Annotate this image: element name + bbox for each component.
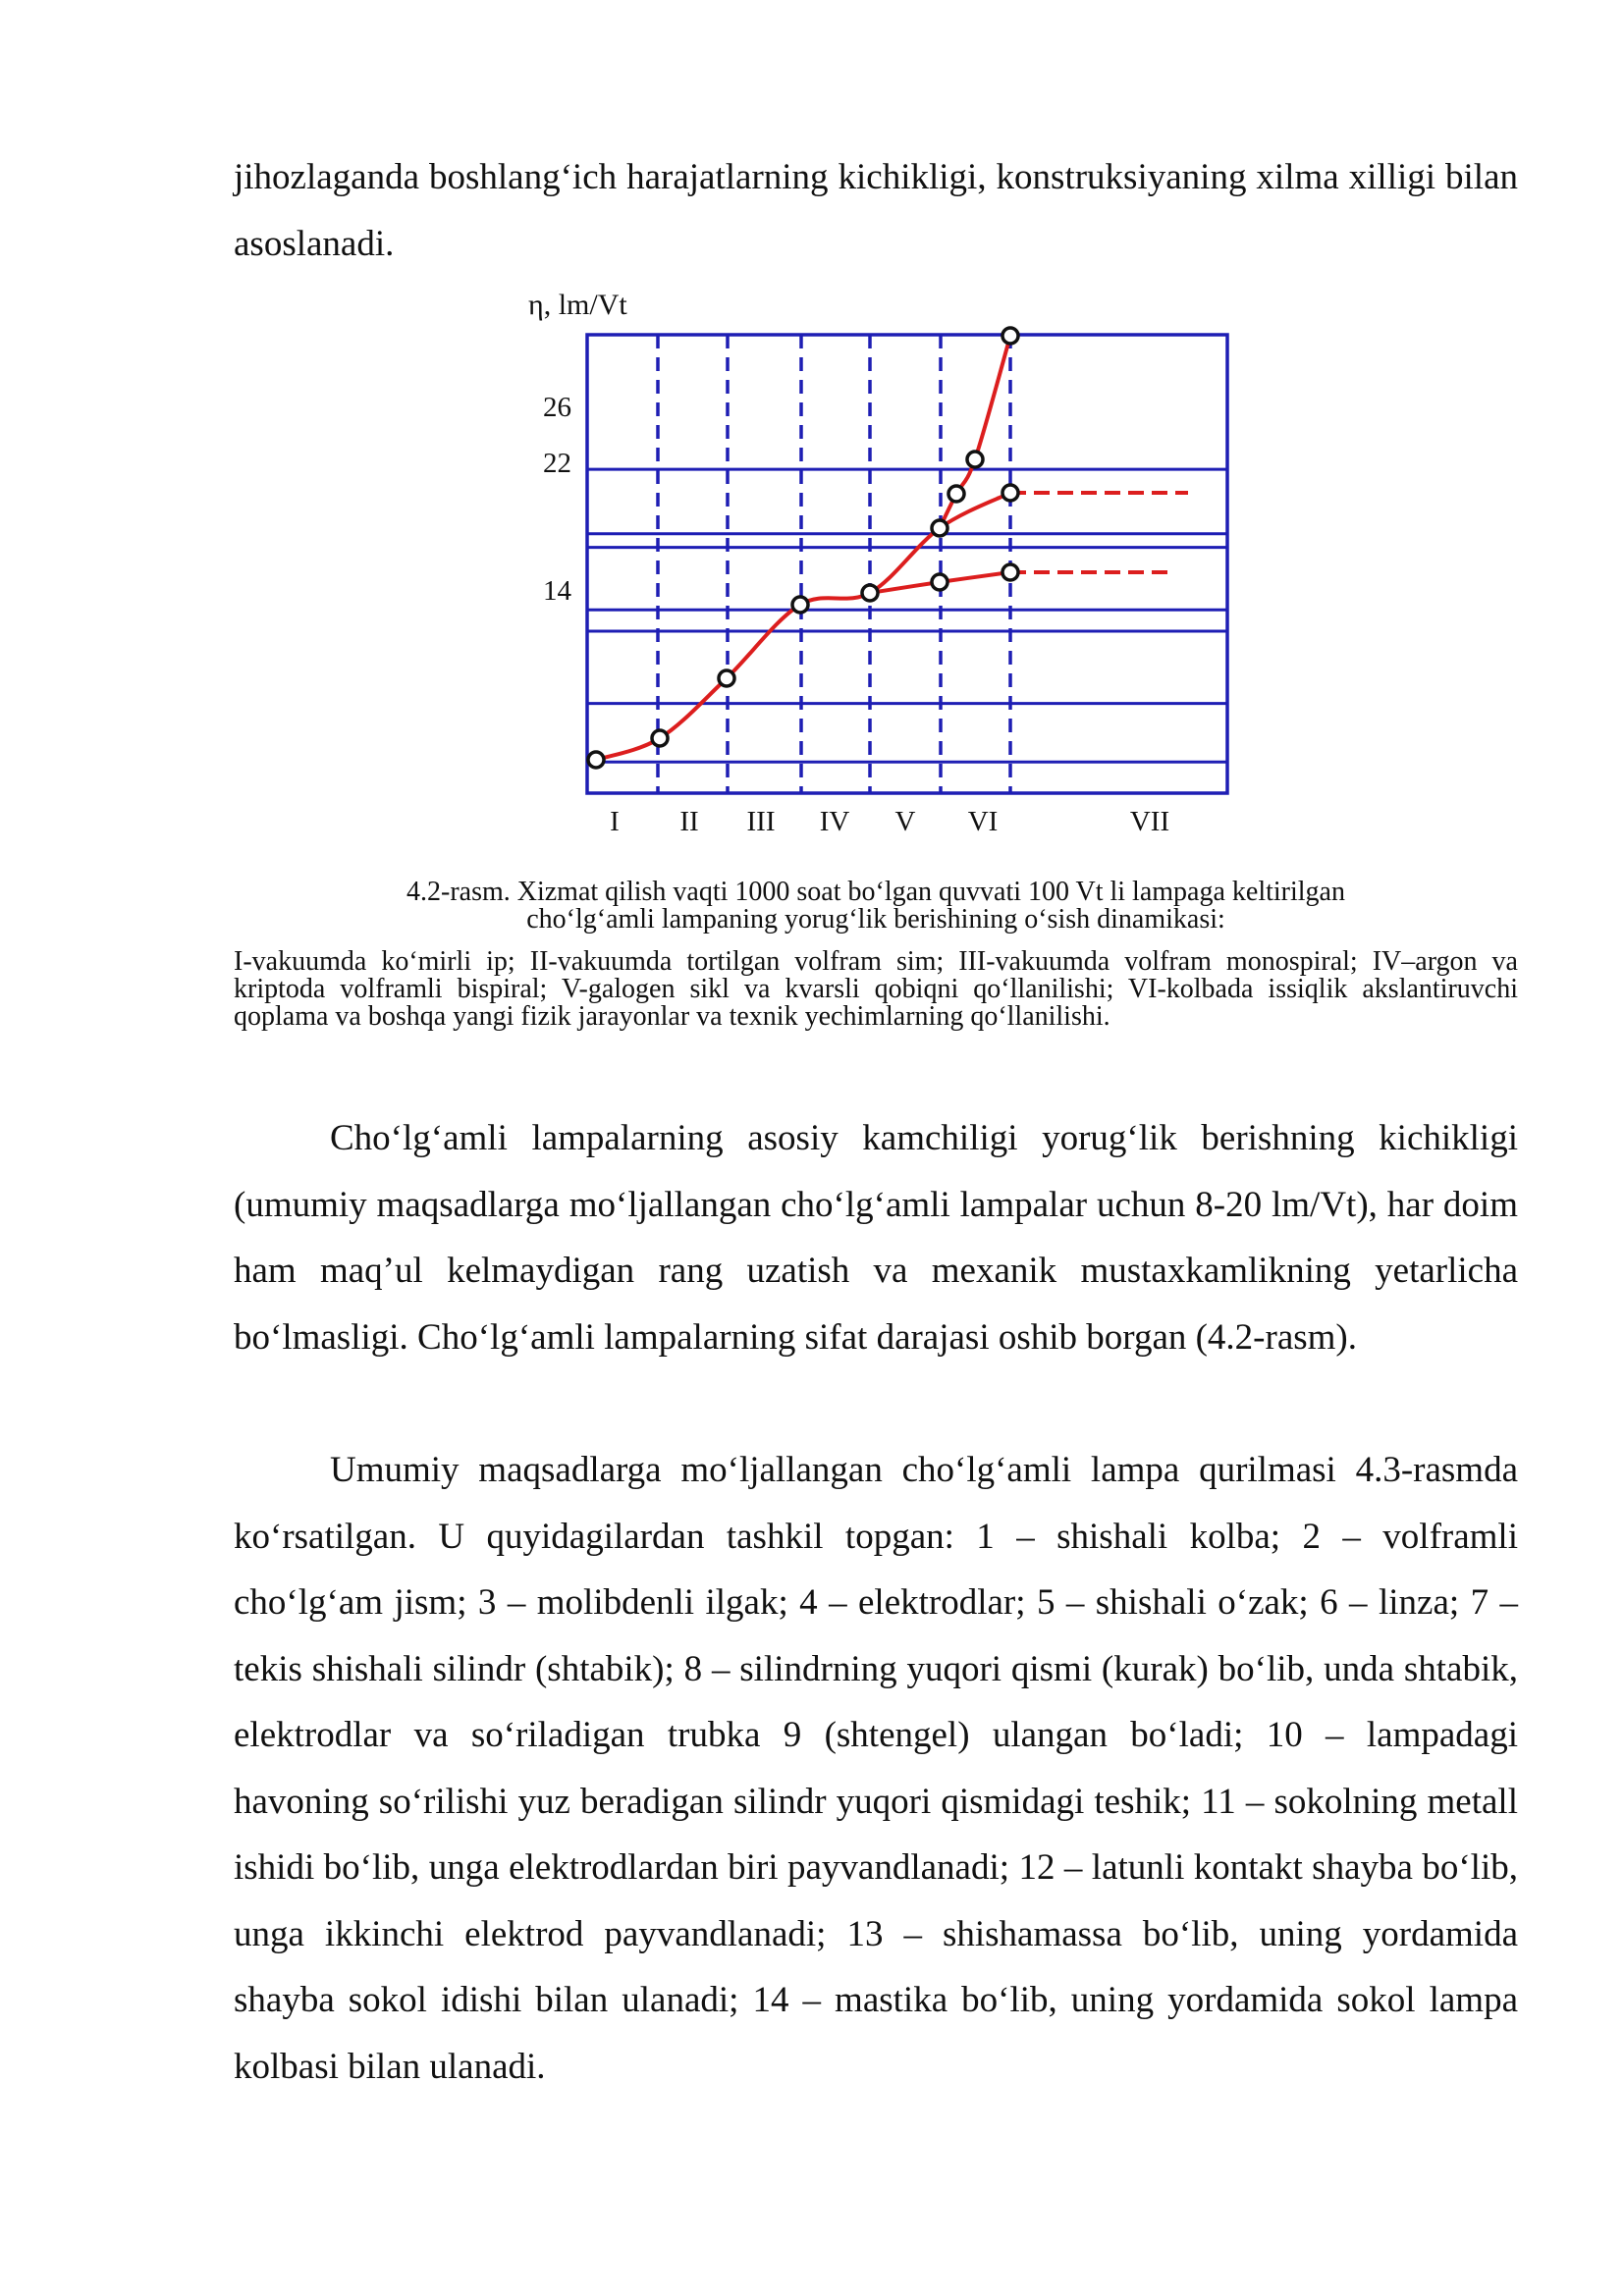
- paragraph-lamp-structure: Umumiy maqsadlarga mo‘ljallangan cho‘lg‘amli lampa qurilmasi 4.3-rasmda ko‘rsatilgan. U quyidagilardan tashkil topgan: 1 – shishali kolba; 2 – volframli cho‘lg‘am jism; 3 – molibdenli ilgak; 4 – elektrodlar; 5 – shishali o‘zak; 6 – linza; 7 – tekis shishali silindr (shtabik); 8 – silindrning yuqori qismi (kurak) bo‘lib, unda shtabik, elektrodlar va so‘riladigan trubka 9 (shtengel) ulangan bo‘ladi; 10 – lampadagi havoning so‘rilishi yuz beradigan silindr yuqori qismidagi teshik; 11 – sokolning metall ishidi bo‘lib, unga elektrodlardan biri payvandlanadi; 12 – latunli kontakt shayba bo‘lib, unga ikkinchi elektrod payvandlanadi; 13 – shishamassa bo‘lib, uning yordamida shayba sokol idishi bilan ulanadi; 14 – mastika bo‘lib, uning yordamida sokol lampa kolbasi bilan ulanadi.: [234, 1450, 1518, 2087]
- data-point: [719, 670, 734, 686]
- data-point: [932, 574, 947, 590]
- x-tick-label: III: [746, 806, 776, 837]
- plot-frame: [587, 335, 1227, 793]
- chart-grid: [587, 335, 1227, 793]
- y-tick-label: 14: [543, 575, 571, 607]
- data-point: [967, 452, 983, 467]
- data-point: [862, 585, 878, 601]
- y-tick-label: 26: [543, 392, 571, 423]
- x-tick-label: IV: [819, 806, 850, 837]
- data-point: [792, 597, 808, 613]
- y-tick-label: 22: [543, 448, 571, 479]
- data-point: [948, 486, 964, 502]
- data-point: [1002, 328, 1018, 344]
- x-tick-label: VII: [1129, 806, 1170, 837]
- data-point: [1002, 564, 1018, 580]
- data-point: [588, 752, 604, 768]
- intro-paragraph: jihozlaganda boshlang‘ich harajatlarning kichikligi, konstruksiyaning xilma xilligi bilan asoslanadi.: [234, 157, 1518, 264]
- yield-growth-chart: [0, 0, 1624, 864]
- x-tick-label: V: [894, 806, 916, 837]
- x-tick-labels: [610, 806, 1169, 837]
- data-point: [932, 520, 947, 536]
- paragraph-drawbacks: Cho‘lg‘amli lampalarning asosiy kamchiligi yorug‘lik berishning kichikligi (umumiy maqsadlarga mo‘ljallangan cho‘lg‘amli lampalar uchun 8-20 lm/Vt), har doim ham maq’ul kelmaydigan rang uzatish va mexanik mustaxkamlikning yetarlicha bo‘lmasligi. Cho‘lg‘amli lampalarning sifat darajasi oshib borgan (4.2-rasm).: [234, 1118, 1518, 1358]
- y-tick-labels: [543, 392, 572, 607]
- caption-line-1: 4.2-rasm. Xizmat qilish vaqti 1000 soat bo‘lgan quvvati 100 Vt li lampaga keltirilgan: [406, 877, 1345, 907]
- data-point: [1002, 485, 1018, 501]
- data-point: [652, 730, 668, 746]
- figure-caption-legend: I-vakuumda ko‘mirli ip; II-vakuumda tortilgan volfram sim; III-vakuumda volfram monospiral; IV–argon va kriptoda volframli bispiral; V-galogen sikl va kvarsli qobiqni qo‘llanilishi; VI-kolbada issiqlik akslantiruvchi qoplama va boshqa yangi fizik jarayonlar va texnik yechimlarning qo‘llanilishi.: [234, 946, 1518, 1032]
- y-axis-label: η, lm/Vt: [528, 289, 627, 321]
- caption-line-2: cho‘lg‘amli lampaning yorug‘lik berishining o‘sish dinamikasi:: [526, 904, 1225, 934]
- figure-caption-title: [234, 879, 1518, 934]
- x-tick-label: II: [679, 806, 699, 837]
- x-tick-label: I: [610, 806, 620, 837]
- x-tick-label: VI: [967, 806, 999, 837]
